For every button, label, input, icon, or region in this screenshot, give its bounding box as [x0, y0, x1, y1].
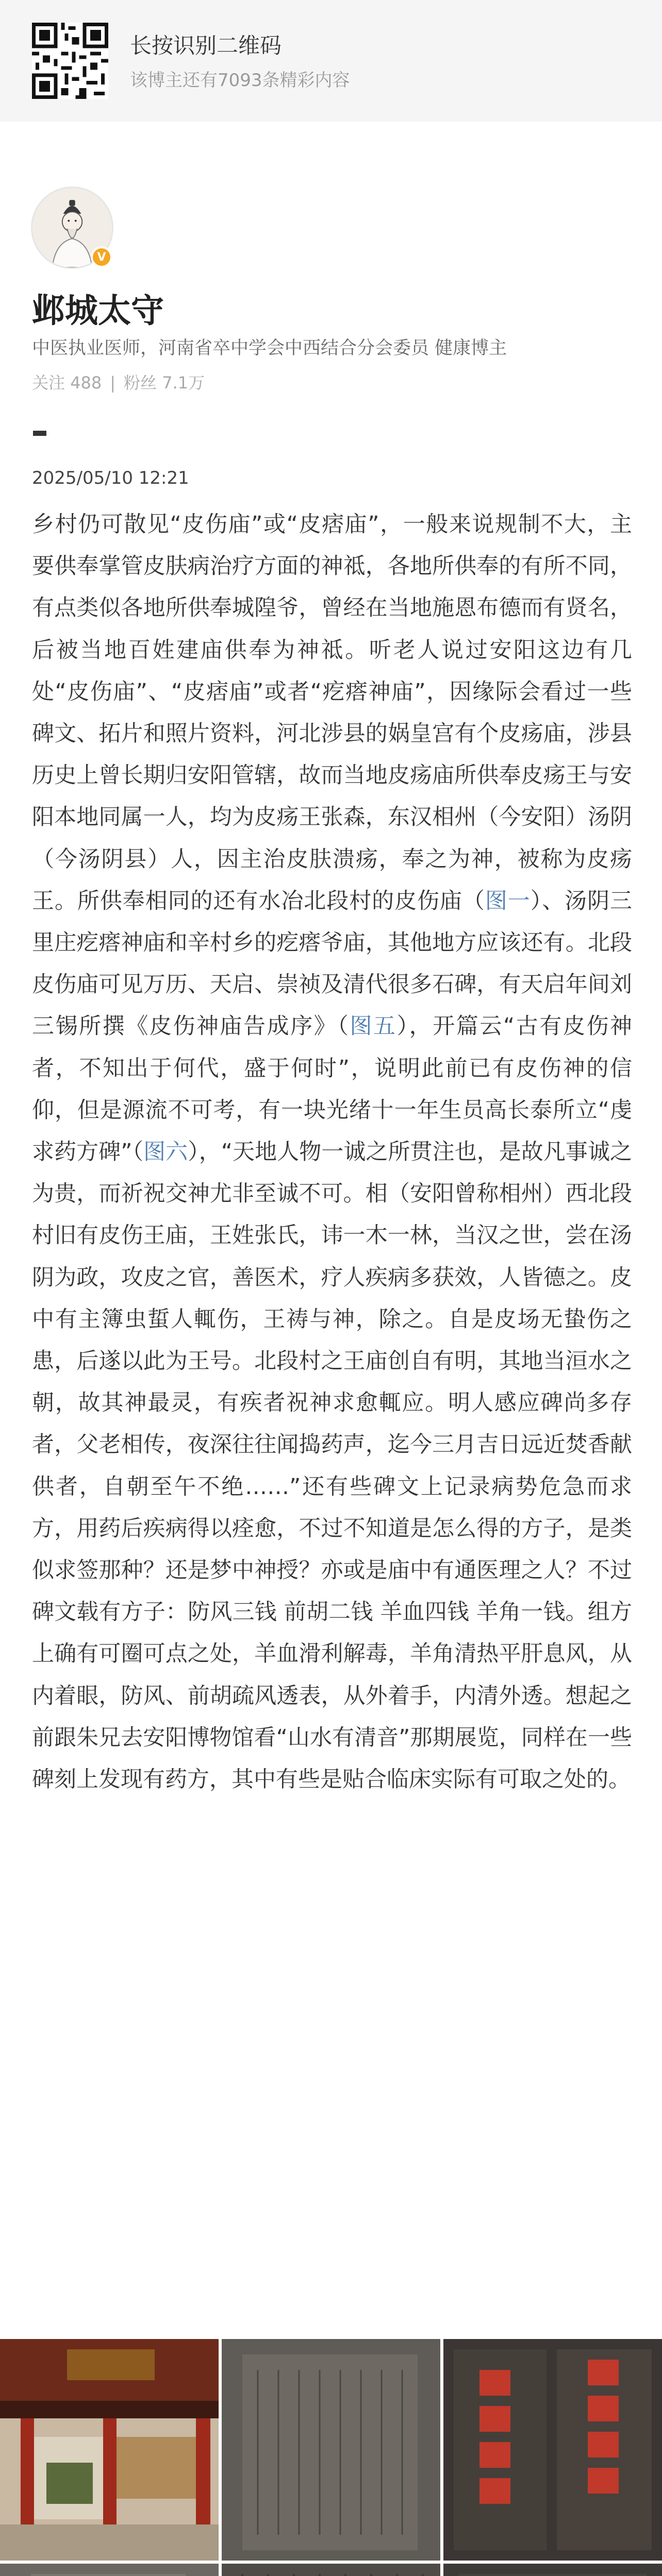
verified-badge-icon: V	[91, 246, 112, 268]
photo-red-inscription[interactable]	[443, 2339, 662, 2561]
image-link-1[interactable]: 图一	[485, 888, 531, 914]
post-date: 2025/05/10 12:21	[32, 468, 189, 488]
photo-stele-4[interactable]	[443, 2564, 662, 2576]
photo-temple[interactable]	[0, 2339, 219, 2561]
photo-stele-1[interactable]	[222, 2339, 440, 2561]
photo-stele-2[interactable]	[0, 2564, 219, 2576]
fans-label: 粉丝	[124, 373, 157, 393]
image-link-5[interactable]: 图五	[350, 1013, 397, 1040]
follow-label: 关注	[32, 373, 65, 393]
top-qr-banner[interactable]	[0, 0, 662, 122]
post-text: ），开篇云“古有皮伤神者，不知出于何代，盛于何时”，说明此前已有皮伤神的信仰，但是源流不可考，有一块光绪十一年生员高长泰所立“虔求药方碑”（	[32, 1013, 633, 1165]
profile-stats: 关注 488 | 粉丝 7.1万	[32, 373, 205, 393]
profile-bio: 中医执业医师，河南省卒中学会中西结合分会委员 健康博主	[32, 338, 507, 359]
qr-code-icon	[32, 23, 108, 99]
post-body	[32, 504, 632, 1801]
banner-title: 长按识别二维码	[130, 33, 282, 58]
post-text: 乡村仍可散见“皮伤庙”或“皮痞庙”，一般来说规制不大，主要供奉掌管皮肤病治疗方面的神祗，各地所供奉的有所不同，有点类似各地所供奉城隍爷，曾经在当地施恩布德而有贤名，后被当地百姓建庙供奉为神祗。听老人说过安阳这边有几处“皮伤庙”、“皮痞庙”或者“疙瘩神庙”，因缘际会看过一些碑文、拓片和照片资料，河北涉县的娲皇宫有个皮疡庙，涉县历史上曾长期归安阳管辖，故而当地皮疡庙所供奉皮疡王与安阳本地同属一人，均为皮疡王张森，东汉相州（今安阳）汤阴（今汤阴县）人，因主治皮肤溃疡，奉之为神，被称为皮疡王。所供奉相同的还有水冶北段村的皮伤庙（	[32, 512, 632, 914]
section-divider	[33, 431, 46, 436]
follow-count: 488	[70, 373, 102, 393]
photo-stele-3[interactable]	[222, 2564, 440, 2576]
banner-subtitle: 该博主还有7093条精彩内容	[130, 70, 350, 91]
profile-name[interactable]: 邺城太守	[32, 292, 164, 330]
post-text: ），“天地人物一诚之所贯注也，是故凡事诚之为贵，而祈祝交神尤非至诚不可。相（安阳曾称相州）西北段村旧有皮伤王庙，王姓张氏，讳一木一林，当汉之世，尝在汤阴为政，攻皮之官，善医术，疗人疾病多获效，人皆德之。皮中有主簿虫蜇人輒伤，王祷与神，除之。自是皮场无蛰伤之患，后遂以此为王号。北段村之王庙创自有明，其地当洹水之朝，故其神最灵，有疾者祝神求愈輒应。明人感应碑尚多存者，父老相传，夜深往往闻捣药声，迄今三月吉日远近焚香献供者，自朝至午不绝……”还有些碑文上记录病势危急而求方，用药后疾病得以痊愈，不过不知道是怎么得的方子，是类似求签那种？还是梦中神授？亦或是庙中有通医理之人？不过碑文载有方子：防风三钱 前胡二钱 羊血四钱 羊角一钱。组方上确有可圈可点之处，羊血滑利解毒，羊角清热平肝息风，从内着眼，防风、前胡疏风透表，从外着手，内清外透。想起之前跟朱兄去安阳博物馆看“山水有清音”那期展览，同样在一些碑刻上发现有药方，其中有些是贴合临床实际有可取之处的。	[32, 1139, 633, 1793]
image-gallery	[0, 2339, 662, 2576]
post-text: ）、汤阴三里庄疙瘩神庙和辛村乡的疙瘩爷庙，其他地方应该还有。北段皮伤庙可见万历、天启、崇祯及清代很多石碑，有天启年间刘三锡所撰《皮伤神庙告成序》（	[32, 888, 633, 1040]
fans-count: 7.1万	[162, 373, 205, 393]
image-link-6[interactable]: 图六	[143, 1139, 188, 1165]
